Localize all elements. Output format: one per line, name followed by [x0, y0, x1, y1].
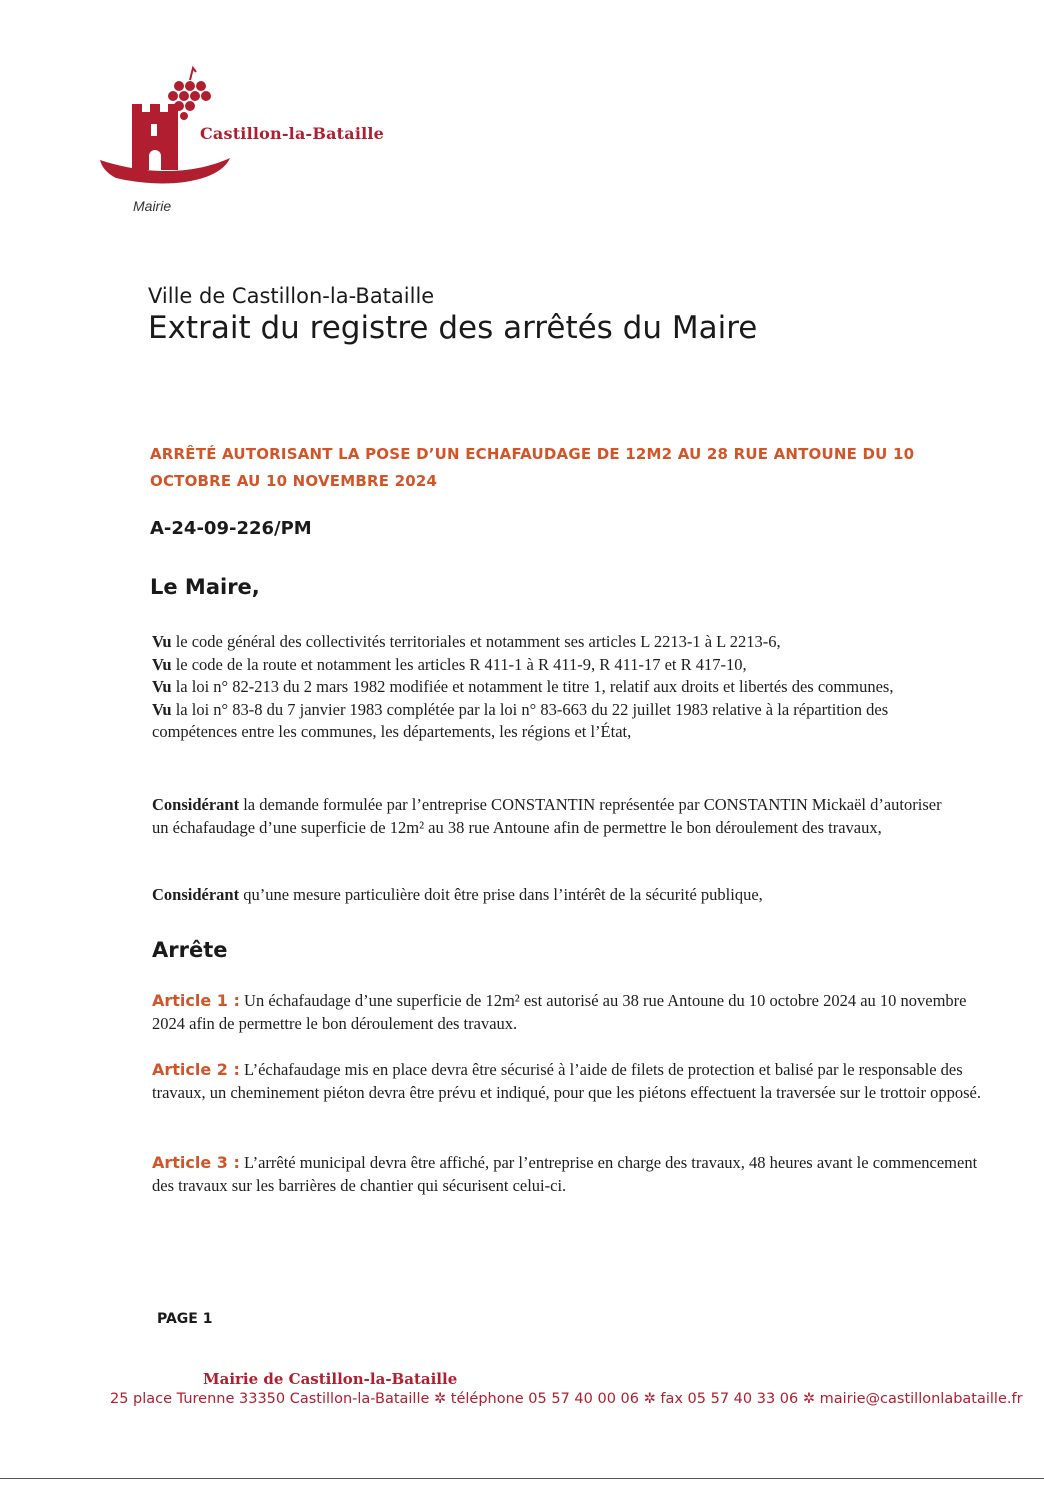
arrete-title-line-2: OCTOBRE AU 10 NOVEMBRE 2024: [150, 472, 438, 490]
considerant-keyword: Considérant: [152, 885, 240, 904]
article-text: L’échafaudage mis en place devra être sécurisé à l’aide de filets de protection et balisé par le responsable des travaux, un cheminement piéton devra être prévu et indiqué, pour que les piétons effectuent la traversée sur le trottoir opposé.: [152, 1060, 981, 1102]
vu-block: [152, 631, 932, 744]
vu-keyword: Vu: [152, 632, 172, 651]
considerant-text: qu’une mesure particulière doit être prise dans l’intérêt de la sécurité publique,: [239, 885, 763, 904]
le-maire-heading: Le Maire,: [150, 575, 260, 599]
logo-name: Castillon-la-Bataille: [200, 124, 385, 143]
arrete-title-line-1: ARRÊTÉ AUTORISANT LA POSE D’UN ECHAFAUDAGE DE 12M2 AU 28 RUE ANTOUNE DU 10: [150, 445, 915, 463]
bottom-rule: [0, 1478, 1044, 1479]
article-text: L’arrêté municipal devra être affiché, par l’entreprise en charge des travaux, 48 heures avant le commencement des travaux sur les barrières de chantier qui sécurisent celui-ci.: [152, 1153, 978, 1195]
vu-text: la loi n° 83-8 du 7 janvier 1983 complétée par la loi n° 83-663 du 22 juillet 1983 relative à la répartition des compétences entre les communes, les départements, les régions et l’État,: [152, 699, 889, 741]
considerant-item: [152, 794, 952, 839]
article-label: Article 2 :: [152, 1060, 240, 1079]
vu-text: le code de la route et notamment les articles R 411-1 à R 411-9, R 411-17 et R 417-10,: [171, 654, 747, 674]
page-number: PAGE 1: [157, 1311, 213, 1327]
footer-address: 25 place Turenne 33350 Castillon-la-Bataille ✲ téléphone 05 57 40 00 06 ✲ fax 05 57 40 33 06 ✲ mairie@castillonlabataille.fr: [110, 1391, 1023, 1407]
vu-item: [152, 631, 932, 654]
article-item: [152, 1059, 982, 1104]
arrete-heading: Arrête: [152, 938, 228, 962]
vu-keyword: Vu: [152, 654, 172, 674]
vu-item: [152, 676, 932, 699]
arrete-reference: A-24-09-226/PM: [150, 518, 312, 539]
vu-item: [152, 654, 932, 677]
logo-subtitle: Mairie: [133, 198, 172, 214]
footer-name: Mairie de Castillon-la-Bataille: [203, 1370, 458, 1388]
vu-item: [152, 699, 932, 744]
castle-icon: [132, 104, 178, 170]
article-label: Article 1 :: [152, 991, 240, 1010]
vu-keyword: Vu: [152, 699, 172, 719]
article-item: [152, 1152, 982, 1197]
vu-text: le code général des collectivités territoriales et notamment ses articles L 2213-1 à L 2213-6,: [171, 632, 781, 651]
arrete-title: [150, 441, 990, 495]
ville-heading: Ville de Castillon-la-Bataille: [148, 284, 435, 308]
considerant-text: la demande formulée par l’entreprise CONSTANTIN représentée par CONSTANTIN Mickaël d’autoriser un échafaudage d’une superficie de 12m² au 38 rue Antoune afin de permettre le bon déroulement des travaux,: [152, 795, 942, 837]
article-text: Un échafaudage d’une superficie de 12m² est autorisé au 38 rue Antoune du 10 octobre 2024 au 10 novembre 2024 afin de permettre le bon déroulement des travaux.: [152, 991, 967, 1033]
considerant-keyword: Considérant: [152, 795, 240, 814]
considerant-item: [152, 884, 952, 907]
article-label: Article 3 :: [152, 1153, 240, 1172]
article-item: [152, 990, 982, 1035]
vu-text: la loi n° 82-213 du 2 mars 1982 modifiée et notamment le titre 1, relatif aux droits et libertés des communes,: [171, 677, 894, 696]
vu-keyword: Vu: [152, 677, 172, 696]
registre-heading: Extrait du registre des arrêtés du Maire: [148, 310, 758, 346]
